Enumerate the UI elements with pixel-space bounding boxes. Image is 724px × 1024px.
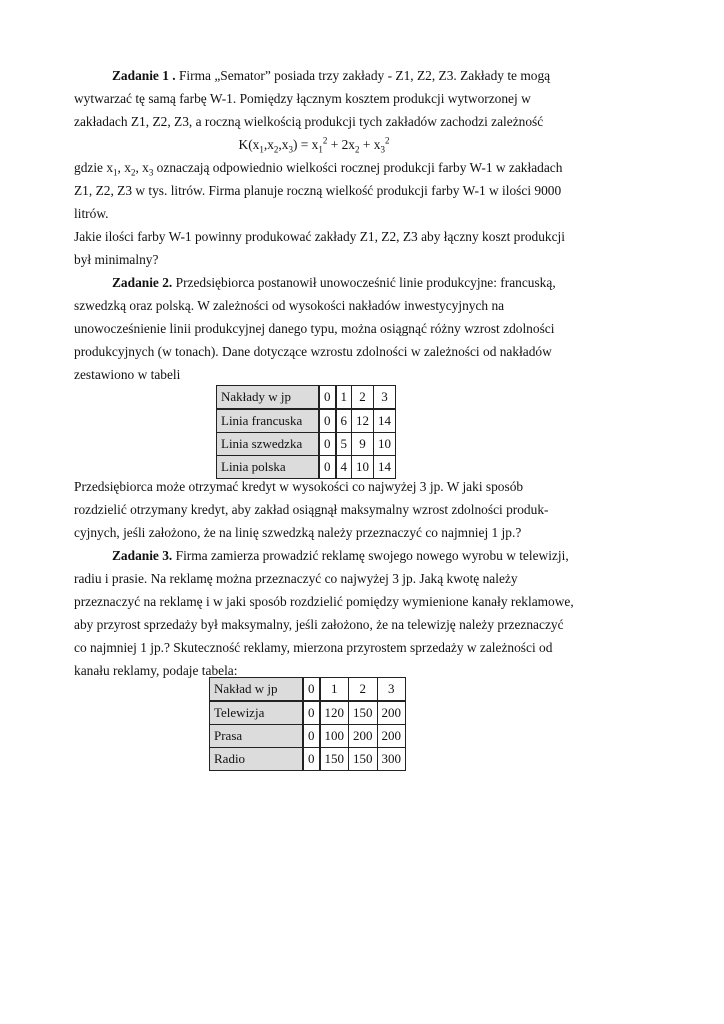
task3-paragraph [74,544,574,682]
task1-after-line-5: był minimalny? [74,252,159,267]
table-row [210,701,406,725]
task1-after-line-3: litrów. [74,206,109,221]
task3-line-1: Firma zamierza prowadzić reklamę swojego nowego wyrobu w telewizji, [175,548,569,563]
table-cell: Prasa [210,725,304,748]
table-cell: 0 [319,456,336,479]
task2-title: Zadanie 2. [112,275,173,290]
table-cell: Radio [210,748,304,771]
table-cell: 200 [377,701,406,725]
table-cell: Linia francuska [217,409,320,433]
task2-line-5: zestawiono w tabeli [74,367,181,382]
task1-paragraph [74,64,565,271]
table-header-cell: 2 [352,386,374,410]
task1-after-line-1: gdzie $x_1$, $x_2$, $x_3$ oznaczają odpowiednio wielkości rocznej produkcji farby W-1 w zakładach [74,160,563,178]
table-cell: 10 [374,433,396,456]
task2-paragraph [74,271,554,386]
table-cell: 10 [352,456,374,479]
task2-line-1: Przedsiębiorca postanowił unowocześnić linie produkcyjne: francuską, [175,275,556,290]
task1-after-line-4: Jakie ilości farby W-1 powinny produkować zakłady Z1, Z2, Z3 aby łączny koszt produkcji [74,229,565,244]
table-cell: 14 [374,409,396,433]
task2-line-2: szwedzką oraz polską. W zależności od wysokości nakładów inwestycyjnych na [74,298,505,313]
task2-after-line-2: rozdzielić otrzymany kredyt, aby zakład osiągnął maksymalny wzrost zdolności produk- [74,502,549,517]
table-cell: 5 [336,433,352,456]
table-cell: 300 [377,748,406,771]
task3-line-4: aby przyrost sprzedaży był maksymalny, jeśli założono, że na telewizję należy przeznaczyć [74,617,564,632]
task1-line-3: zakładach Z1, Z2, Z3, a roczną wielkością produkcji tych zakładów zachodzi zależność [74,114,544,129]
table-row [217,433,396,456]
production-lines-table [216,385,396,479]
task2-after-line-1: Przedsiębiorca może otrzymać kredyt w wysokości co najwyżej 3 jp. W jaki sposób [74,479,524,494]
task1-line-2: wytwarzać tę samą farbę W-1. Pomiędzy łącznym kosztem produkcji wytworzonej w [74,91,531,106]
task1-after-line-2: Z1, Z2, Z3 w tys. litrów. Firma planuje roczną wielkość produkcji farby W-1 w ilości 9000 [74,183,562,198]
table-header-cell: Nakład w jp [210,678,304,702]
table-cell: 120 [320,701,349,725]
table-cell: 9 [352,433,374,456]
table-cell: 200 [349,725,378,748]
task3-line-5: co najmniej 1 jp.? Skuteczność reklamy, mierzona przyrostem sprzedaży w zależności od [74,640,553,655]
table-header-cell: 3 [374,386,396,410]
table-cell: 0 [303,725,320,748]
table-cell: 0 [303,748,320,771]
table-cell: 12 [352,409,374,433]
task1-line-1: Firma „Semator” posiada trzy zakłady - Z1, Z2, Z3. Zakłady te mogą [178,68,551,83]
document-page-continued [74,475,574,682]
table-cell: Linia polska [217,456,320,479]
task1-title: Zadanie 1 . [112,68,176,83]
table-header-cell: 2 [349,678,378,702]
table-cell: 4 [336,456,352,479]
table-row [217,409,396,433]
task3-title: Zadanie 3. [112,548,173,563]
table-cell: 150 [320,748,349,771]
table-header-cell: 1 [320,678,349,702]
table-cell: 100 [320,725,349,748]
task2-line-3: unowocześnienie linii produkcyjnej danego typu, można osiągnąć różny wzrost zdolności [74,321,555,336]
table-row [210,725,406,748]
table-header-cell: Nakłady w jp [217,386,320,410]
table-row [210,748,406,771]
task3-line-2: radiu i prasie. Na reklamę można przeznaczyć co najwyżej 3 jp. Jaką kwotę należy [74,571,518,586]
table-cell: 150 [349,701,378,725]
table-header-row [210,678,406,702]
task1-formula: $K(x_1,x_2,x_3) = x_1^2 + 2x_2 + x_3^2$ [238,135,390,155]
table-cell: Telewizja [210,701,304,725]
table-cell: 14 [374,456,396,479]
task3-line-6: kanału reklamy, podaje tabela: [74,663,238,678]
table-cell: Linia szwedzka [217,433,320,456]
table-cell: 150 [349,748,378,771]
table-header-cell: 3 [377,678,406,702]
table-cell: 0 [319,409,336,433]
task2-line-4: produkcyjnych (w tonach). Dane dotyczące wzrostu zdolności w zależności od nakładów [74,344,552,359]
table-header-row [217,386,396,410]
table-header-cell: 0 [319,386,336,410]
table-cell: 0 [319,433,336,456]
document-page [74,64,565,386]
task3-line-3: przeznaczyć na reklamę i w jaki sposób rozdzielić pomiędzy wymienione kanały reklamowe, [74,594,574,609]
table-cell: 6 [336,409,352,433]
task2-after-line-3: cyjnych, jeśli założono, że na linię szwedzką należy przeznaczyć co najmniej 1 jp.? [74,525,522,540]
advertising-table [209,677,406,771]
table-header-cell: 1 [336,386,352,410]
table-cell: 0 [303,701,320,725]
table-cell: 200 [377,725,406,748]
table-header-cell: 0 [303,678,320,702]
task2-after-paragraph [74,475,554,544]
